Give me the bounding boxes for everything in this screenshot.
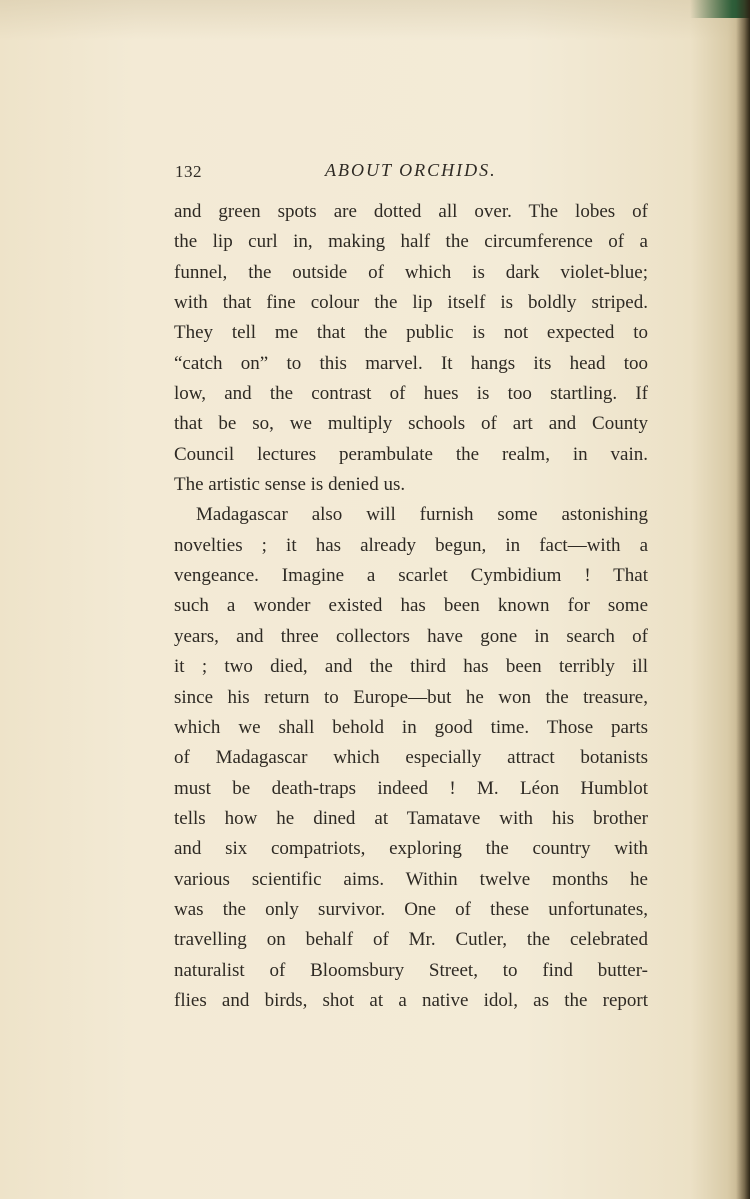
- text-line: naturalist of Bloomsbury Street, to find butter-: [174, 959, 648, 981]
- text-line: travelling on behalf of Mr. Cutler, the celebrated: [174, 929, 648, 951]
- text-line: low, and the contrast of hues is too startling. If: [174, 383, 648, 405]
- text-line: “catch on” to this marvel. It hangs its head too: [174, 352, 648, 374]
- text-line: years, and three collectors have gone in search of: [174, 625, 648, 647]
- text-line: such a wonder existed has been known for some: [174, 595, 648, 617]
- text-line: tells how he dined at Tamatave with his brother: [174, 807, 648, 829]
- text-line: was the only survivor. One of these unfortunates,: [174, 898, 648, 920]
- text-line: various scientific aims. Within twelve months he: [174, 868, 648, 890]
- text-line: the lip curl in, making half the circumference of a: [174, 231, 648, 253]
- text-line: must be death-traps indeed ! M. Léon Humblot: [174, 777, 648, 799]
- page-top-shadow: [0, 0, 750, 40]
- text-line: and green spots are dotted all over. The lobes of: [174, 201, 648, 222]
- text-line: with that fine colour the lip itself is boldly striped.: [174, 292, 648, 314]
- text-line: funnel, the outside of which is dark violet-blue;: [174, 261, 648, 283]
- page-header: [175, 158, 645, 188]
- text-line: Council lectures perambulate the realm, in vain.: [174, 443, 648, 465]
- text-line: and six compatriots, exploring the country with: [174, 838, 648, 860]
- text-line: it ; two died, and the third has been terribly ill: [174, 656, 648, 678]
- running-title: ABOUT ORCHIDS.: [325, 160, 497, 180]
- page-number: 132: [175, 162, 202, 181]
- text-line: They tell me that the public is not expected to: [174, 322, 648, 344]
- text-line: flies and birds, shot at a native idol, as the report: [174, 989, 648, 1011]
- text-line: since his return to Europe—but he won the treasure,: [174, 686, 648, 708]
- paragraph-start-line: Madagascar also will furnish some astonishing: [196, 504, 648, 526]
- text-line: vengeance. Imagine a scarlet Cymbidium ! That: [174, 565, 648, 587]
- page-gutter-shadow: [736, 0, 750, 1199]
- text-line: which we shall behold in good time. Those parts: [174, 716, 648, 738]
- text-line: novelties ; it has already begun, in fact—with a: [174, 534, 648, 556]
- text-line: that be so, we multiply schools of art and County: [174, 413, 648, 435]
- paragraph-end-line: The artistic sense is denied us.: [174, 474, 406, 496]
- body-text: [174, 197, 648, 1016]
- text-line: of Madagascar which especially attract botanists: [174, 747, 648, 769]
